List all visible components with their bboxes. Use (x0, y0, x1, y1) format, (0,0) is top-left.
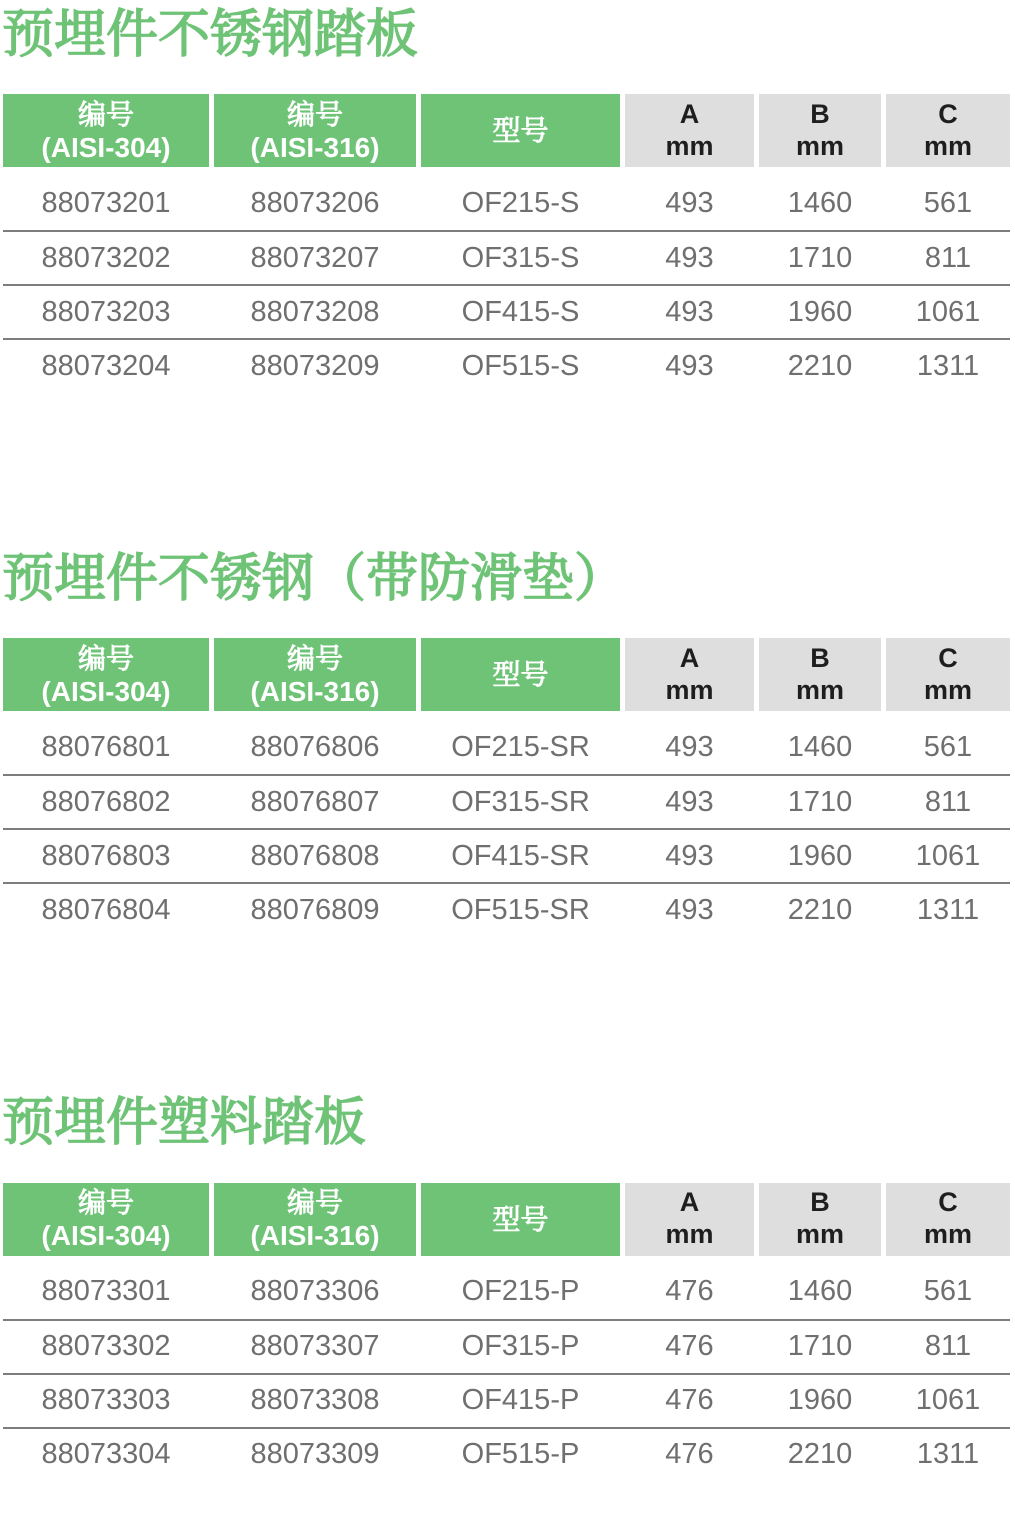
cell-model: OF215-S (461, 186, 580, 219)
col-header-sublabel: (AISI-316) (250, 675, 380, 707)
col-header-a-mm (625, 1183, 754, 1256)
col-header-label: B (810, 1187, 830, 1218)
col-header-unit: mm (665, 1219, 714, 1250)
cell-c-mm: 561 (923, 730, 973, 763)
cell-b-mm: 1460 (787, 1275, 853, 1308)
col-header-sublabel: (AISI-304) (41, 675, 171, 707)
col-header-model (421, 638, 620, 711)
col-header-b-mm (759, 638, 881, 711)
col-header-unit: mm (665, 674, 714, 705)
cell-c-mm: 1061 (915, 839, 981, 872)
cell-code-304: 88073303 (41, 1384, 171, 1417)
col-header-code-aisi316 (214, 94, 416, 167)
table-header-row (3, 1183, 1010, 1256)
cell-code-304: 88076804 (41, 893, 171, 926)
col-header-label: B (810, 643, 830, 674)
col-header-model (421, 94, 620, 167)
table-row (3, 1373, 1010, 1427)
table-row (3, 1319, 1010, 1373)
col-header-c-mm (886, 1183, 1010, 1256)
cell-code-316: 88076807 (250, 785, 380, 818)
cell-a-mm: 476 (665, 1275, 714, 1308)
cell-code-316: 88073209 (250, 349, 380, 382)
col-header-label: 编号 (77, 642, 134, 674)
col-header-unit: mm (923, 674, 972, 705)
cell-code-304: 88073302 (41, 1330, 171, 1363)
cell-c-mm: 561 (923, 1275, 973, 1308)
col-header-label: 型号 (492, 1203, 549, 1235)
cell-c-mm: 1311 (916, 1438, 980, 1471)
col-header-label: 型号 (492, 659, 549, 691)
col-header-label: 编号 (286, 1187, 343, 1219)
cell-a-mm: 493 (665, 349, 714, 382)
section-title: 预埋件塑料踏板 (2, 1094, 367, 1153)
cell-code-316: 88073207 (250, 241, 380, 274)
spec-table (3, 1183, 1010, 1481)
col-header-sublabel: (AISI-304) (41, 1220, 171, 1252)
cell-code-304: 88073202 (41, 241, 171, 274)
cell-model: OF215-P (461, 1275, 580, 1308)
col-header-unit: mm (923, 130, 972, 161)
table-row (3, 720, 1010, 774)
cell-c-mm: 1311 (916, 349, 980, 382)
cell-code-316: 88076808 (250, 839, 380, 872)
section-stainless-steel-pedal (0, 6, 1015, 392)
cell-a-mm: 476 (665, 1330, 714, 1363)
col-header-c-mm (886, 638, 1010, 711)
col-header-unit: mm (923, 1219, 972, 1250)
cell-code-304: 88076801 (41, 730, 171, 763)
table-row (3, 828, 1010, 882)
cell-b-mm: 1460 (787, 730, 853, 763)
cell-model: OF315-P (461, 1330, 580, 1363)
col-header-unit: mm (665, 130, 714, 161)
cell-b-mm: 1460 (787, 186, 853, 219)
cell-a-mm: 493 (665, 839, 714, 872)
cell-model: OF515-S (461, 349, 580, 382)
table-body (3, 1256, 1010, 1481)
cell-code-316: 88073208 (250, 295, 380, 328)
cell-code-304: 88073304 (41, 1438, 171, 1471)
col-header-sublabel: (AISI-316) (250, 131, 380, 163)
cell-code-316: 88073307 (250, 1330, 380, 1363)
table-body (3, 711, 1010, 936)
cell-c-mm: 811 (924, 785, 972, 818)
col-header-label: C (938, 643, 958, 674)
table-body (3, 167, 1010, 392)
cell-code-316: 88073206 (250, 186, 380, 219)
table-row (3, 774, 1010, 828)
cell-b-mm: 1960 (787, 1384, 853, 1417)
cell-c-mm: 561 (923, 186, 973, 219)
cell-c-mm: 811 (924, 1330, 972, 1363)
cell-model: OF515-P (461, 1438, 580, 1471)
cell-a-mm: 476 (665, 1438, 714, 1471)
cell-code-304: 88076803 (41, 839, 171, 872)
cell-model: OF415-P (461, 1384, 580, 1417)
col-header-model (421, 1183, 620, 1256)
cell-b-mm: 2210 (787, 893, 853, 926)
col-header-sublabel: (AISI-316) (250, 1220, 380, 1252)
cell-b-mm: 1710 (787, 785, 853, 818)
col-header-label: A (679, 98, 700, 129)
table-row (3, 230, 1010, 284)
cell-code-316: 88073308 (250, 1384, 380, 1417)
cell-code-304: 88073301 (41, 1275, 171, 1308)
col-header-label: A (679, 643, 700, 674)
cell-a-mm: 493 (665, 186, 714, 219)
table-row (3, 338, 1010, 392)
section-title: 预埋件不锈钢（带防滑垫） (2, 550, 627, 609)
col-header-label: C (938, 98, 958, 129)
cell-c-mm: 1311 (916, 893, 980, 926)
section-plastic-pedal (0, 1094, 1015, 1480)
cell-b-mm: 2210 (787, 349, 853, 382)
cell-b-mm: 2210 (787, 1438, 853, 1471)
col-header-code-aisi304 (3, 1183, 209, 1256)
cell-c-mm: 811 (924, 241, 972, 274)
table-header-row (3, 638, 1010, 711)
cell-c-mm: 1061 (915, 1384, 981, 1417)
col-header-unit: mm (795, 130, 844, 161)
table-header-row (3, 94, 1010, 167)
cell-code-316: 88073309 (250, 1438, 380, 1471)
table-row (3, 176, 1010, 230)
col-header-a-mm (625, 638, 754, 711)
col-header-code-aisi304 (3, 638, 209, 711)
col-header-b-mm (759, 1183, 881, 1256)
cell-b-mm: 1710 (787, 1330, 853, 1363)
section-stainless-steel-antislip (0, 550, 1015, 936)
cell-a-mm: 476 (665, 1384, 714, 1417)
cell-code-304: 88076802 (41, 785, 171, 818)
col-header-sublabel: (AISI-304) (41, 131, 171, 163)
col-header-label: 编号 (77, 1187, 134, 1219)
cell-code-316: 88073306 (250, 1275, 380, 1308)
cell-model: OF315-SR (451, 785, 590, 818)
col-header-label: A (679, 1187, 700, 1218)
col-header-unit: mm (795, 674, 844, 705)
cell-code-304: 88073204 (41, 349, 171, 382)
cell-c-mm: 1061 (915, 295, 981, 328)
cell-code-316: 88076809 (250, 893, 380, 926)
col-header-b-mm (759, 94, 881, 167)
col-header-a-mm (625, 94, 754, 167)
cell-a-mm: 493 (665, 295, 714, 328)
col-header-code-aisi316 (214, 1183, 416, 1256)
col-header-label: 编号 (77, 98, 134, 130)
cell-a-mm: 493 (665, 730, 714, 763)
cell-a-mm: 493 (665, 241, 714, 274)
section-title: 预埋件不锈钢踏板 (2, 6, 419, 64)
col-header-code-aisi316 (214, 638, 416, 711)
cell-b-mm: 1960 (787, 295, 853, 328)
cell-model: OF515-SR (451, 893, 590, 926)
col-header-label: C (938, 1187, 958, 1218)
cell-code-304: 88073203 (41, 295, 171, 328)
table-row (3, 284, 1010, 338)
cell-b-mm: 1710 (787, 241, 853, 274)
table-row (3, 1265, 1010, 1319)
cell-model: OF215-SR (451, 730, 590, 763)
table-row (3, 882, 1010, 936)
cell-a-mm: 493 (665, 893, 714, 926)
cell-code-304: 88073201 (41, 186, 171, 219)
col-header-code-aisi304 (3, 94, 209, 167)
cell-b-mm: 1960 (787, 839, 853, 872)
col-header-unit: mm (795, 1219, 844, 1250)
spec-table (3, 94, 1010, 392)
col-header-label: 型号 (492, 115, 549, 147)
cell-code-316: 88076806 (250, 730, 380, 763)
table-row (3, 1427, 1010, 1481)
cell-model: OF415-SR (451, 839, 590, 872)
col-header-label: 编号 (286, 642, 343, 674)
col-header-label: B (810, 98, 830, 129)
cell-model: OF315-S (461, 241, 580, 274)
col-header-c-mm (886, 94, 1010, 167)
col-header-label: 编号 (286, 98, 343, 130)
cell-model: OF415-S (461, 295, 580, 328)
spec-table (3, 638, 1010, 936)
cell-a-mm: 493 (665, 785, 714, 818)
